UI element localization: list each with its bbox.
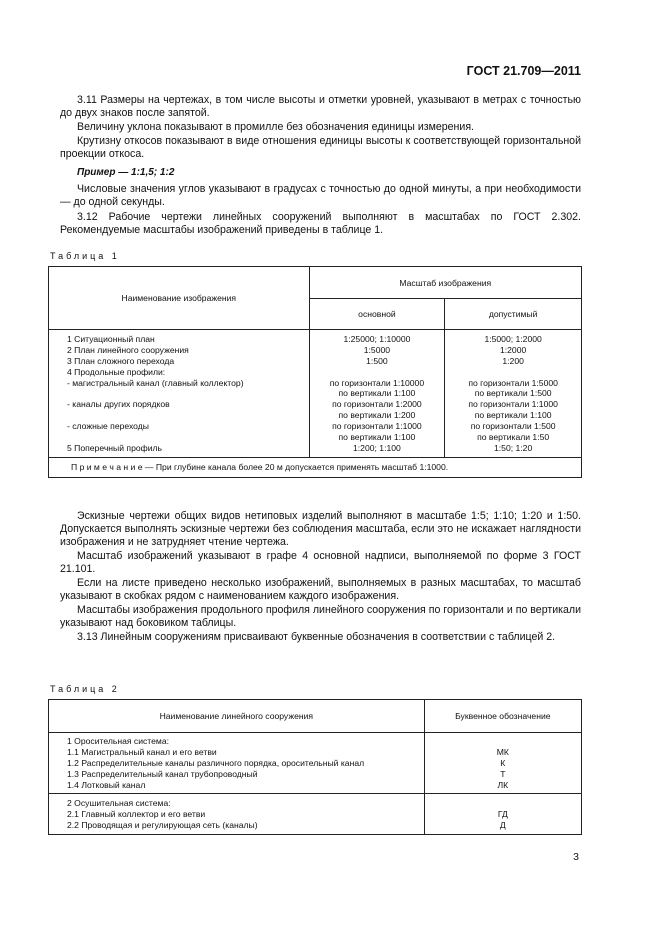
table-cell: 1.3 Распределительный канал трубопроводный <box>67 768 258 779</box>
paragraph-3-12: 3.12 Рабочие чертежи линейных сооружений выполняют в масштабах по ГОСТ 2.302. Рекомендуемые масштабы изображений приведены в таблице 1. <box>60 211 581 237</box>
table1-head-scale: Масштаб изображения <box>309 267 581 299</box>
table-cell: по горизонтали 1:10000 <box>329 377 425 388</box>
table-cell <box>425 736 581 747</box>
table-cell: 1:50; 1:20 <box>494 442 533 453</box>
paragraph-slope: Величину уклона показывают в промилле без обозначения единицы измерения. <box>77 121 474 133</box>
table2-group2-codes <box>425 798 581 831</box>
table-cell: - каналы других порядков <box>67 399 170 410</box>
table-2 <box>48 699 582 835</box>
paragraph-multiple-scales: Если на листе приведено несколько изображений, выполняемых в разных масштабах, то масштаб указывают в скобках рядом с наименованием каждого изображения. <box>60 577 581 603</box>
table-cell: 1:2000 <box>499 344 527 355</box>
table-cell: Д <box>499 820 506 831</box>
table1-head-allowed: допустимый <box>445 299 582 330</box>
table2-group1-codes <box>425 736 581 790</box>
table-cell <box>67 432 309 443</box>
table1-caption: Таблица 1 <box>50 251 120 261</box>
table-cell: по горизонтали 1:1000 <box>332 421 422 432</box>
table-cell: по горизонтали 1:500 <box>470 421 556 432</box>
paragraph-3-13: 3.13 Линейным сооружениям присваивают буквенные обозначения в соответствии с таблицей 2. <box>77 631 556 643</box>
table1-allowed-values <box>445 334 581 454</box>
table1-names <box>67 334 309 454</box>
table-cell: 1:5000; 1:2000 <box>484 334 542 344</box>
table-cell: 1:25000; 1:10000 <box>343 334 411 344</box>
table-cell: 1:200; 1:100 <box>353 442 401 453</box>
table-cell: по вертикали 1:100 <box>338 388 416 399</box>
table-cell: 1.2 Распределительные каналы различного порядка, оросительный канал <box>67 757 365 768</box>
table-cell: по вертикали 1:100 <box>474 410 552 421</box>
table-cell: по вертикали 1:50 <box>477 432 550 443</box>
table-cell: ЛК <box>497 779 509 790</box>
table-cell: 1:5000 <box>363 344 391 355</box>
table-cell: 4 Продольные профили: <box>67 366 166 377</box>
page-number: 3 <box>573 851 579 863</box>
table-cell: по вертикали 1:100 <box>338 432 416 443</box>
table-cell: 1.4 Лотковый канал <box>67 779 146 790</box>
table-cell: 2.2 Проводящая и регулирующая сеть (каналы) <box>67 820 258 831</box>
table2-caption: Таблица 2 <box>50 684 120 694</box>
table1-note: П р и м е ч а н и е — При глубине канала более 20 м допускается применять масштаб 1:1000. <box>49 457 582 477</box>
paragraph-angles: Числовые значения углов указывают в градусах с точностью до одной минуты, а при необходимости — до одной секунды. <box>60 183 581 209</box>
table2-head-code: Буквенное обозначение <box>424 700 581 733</box>
table-cell: 1:500 <box>366 355 388 366</box>
table-cell <box>425 798 581 809</box>
table-cell: 1.1 Магистральный канал и его ветви <box>67 746 217 757</box>
table-cell: по горизонтали 1:2000 <box>332 399 422 410</box>
table-cell <box>67 410 309 421</box>
table1-head-name: Наименование изображения <box>49 267 310 330</box>
table-cell: МК <box>496 746 509 757</box>
table-cell <box>445 367 581 378</box>
table1-head-main: основной <box>309 299 445 330</box>
table-cell: Т <box>500 768 506 779</box>
example-line: Пример — 1:1,5; 1:2 <box>77 167 175 178</box>
table-cell: ГД <box>497 809 508 820</box>
table-cell <box>310 367 445 378</box>
table-cell: по вертикали 1:500 <box>474 388 552 399</box>
table2-group2-names <box>67 798 424 831</box>
table-cell: К <box>500 757 506 768</box>
table-cell: 2 План линейного сооружения <box>67 344 189 355</box>
table-cell: 1 Ситуационный план <box>67 334 155 344</box>
table-cell: по вертикали 1:200 <box>338 410 416 421</box>
paragraph-scale-field: Масштаб изображений указывают в графе 4 основной надписи, выполняемой по форме 3 ГОСТ 21.101. <box>60 550 581 576</box>
paragraph-profile: Масштабы изображения продольного профиля линейного сооружения по горизонтали и по вертикали указывают над боковиком таблицы. <box>60 604 581 630</box>
document-number: ГОСТ 21.709—2011 <box>466 64 581 78</box>
table-1 <box>48 266 582 478</box>
table2-head-name: Наименование линейного сооружения <box>49 700 425 733</box>
table-cell: 1:200 <box>502 355 524 366</box>
paragraph-steepness: Крутизну откосов показывают в виде отношения единицы высоты к соответствующей горизонтальной проекции откоса. <box>60 135 581 161</box>
table2-group1-names <box>67 736 424 790</box>
table-cell: по горизонтали 1:1000 <box>468 399 558 410</box>
table-cell: 5 Поперечный профиль <box>67 442 162 453</box>
table-cell: по горизонтали 1:5000 <box>468 377 558 388</box>
table-cell: 2 Осушительная система: <box>67 798 171 809</box>
table-cell: 3 План сложного перехода <box>67 355 175 366</box>
paragraph-sketch: Эскизные чертежи общих видов нетиповых изделий выполняют в масштабе 1:5; 1:10; 1:20 и 1:50. Допускается выполнять эскизные чертежи без соблюдения масштаба, если это не искажает наглядности изображения и не затрудняет чтение чертежа. <box>60 510 581 549</box>
table-cell: 2.1 Главный коллектор и его ветви <box>67 809 206 820</box>
table-cell: 1 Оросительная система: <box>67 736 169 746</box>
table-cell: - магистральный канал (главный коллектор) <box>67 377 244 388</box>
table-cell <box>67 388 309 399</box>
table-cell: - сложные переходы <box>67 421 149 432</box>
paragraph-3-11: 3.11 Размеры на чертежах, в том числе высоты и отметки уровней, указывают в метрах с точностью до двух знаков после запятой. <box>60 94 581 120</box>
table1-main-values <box>310 334 445 454</box>
